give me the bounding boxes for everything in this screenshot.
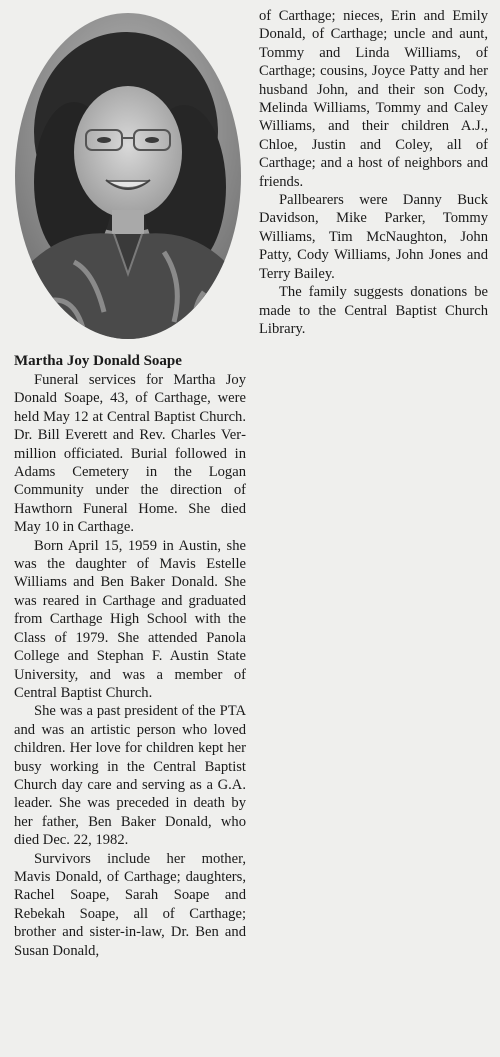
portrait-photo <box>14 12 242 340</box>
obituary-name: Martha Joy Donald Soape <box>14 353 182 369</box>
paragraph-funeral-services: Funeral services for Martha Joy Donald Soape, 43, of Carthage, were held May 12 at Central Baptist Church. Dr. Bill Everett and Rev. Charles Vermillion officiated. Burial followed in Adams Cemetery in the Logan Community under the direction of Hawthorn Funeral Home. She died May 10 in Carthage. <box>14 372 246 536</box>
obituary-right-column <box>259 7 488 338</box>
paragraph-survivors-continued: of Carthage; nieces, Erin and Emily Donald, of Carthage; uncle and aunt, Tommy and Linda Williams, of Carthage; cousins, Joyce Patty and her husband John, and their son Cody, Melinda Williams, Tommy and Caley Williams, and their children A.J., Chloe, Justin and Coley, all of Carthage; and a host of neighbors and friends. <box>259 8 488 190</box>
paragraph-pallbearers: Pallbearers were Danny Buck Davidson, Mike Parker, Tommy Williams, Tim McNaughton, John Patty, Cody Williams, John Jones and Terry Bailey. <box>259 192 488 282</box>
paragraph-activities: She was a past president of the PTA and was an artistic person who loved children. Her love for children kept her busy working in the Central Baptist Church day care and serving as a G.A. leader. She was preceded in death by her father, Ben Baker Donald, who died Dec. 22, 1982. <box>14 703 246 849</box>
obituary-left-column <box>14 352 246 960</box>
paragraph-survivors: Survivors include her mother, Mavis Donald, of Carthage; daughters, Rachel Soape, Sarah Soape and Rebekah Soape, all of Carthage; brother and sister-in-law, Dr. Ben and Susan Donald, <box>14 850 246 959</box>
paragraph-donations: The family suggests donations be made to the Central Baptist Church Library. <box>259 284 488 337</box>
paragraph-biography: Born April 15, 1959 in Austin, she was the daughter of Mavis Estelle Williams and Ben Baker Donald. She was reared in Carthage and graduated from Carthage High School with the Class of 1979. She attended Panola College and Stephan F. Austin State University, and was a member of Central Baptist Church. <box>14 537 246 701</box>
